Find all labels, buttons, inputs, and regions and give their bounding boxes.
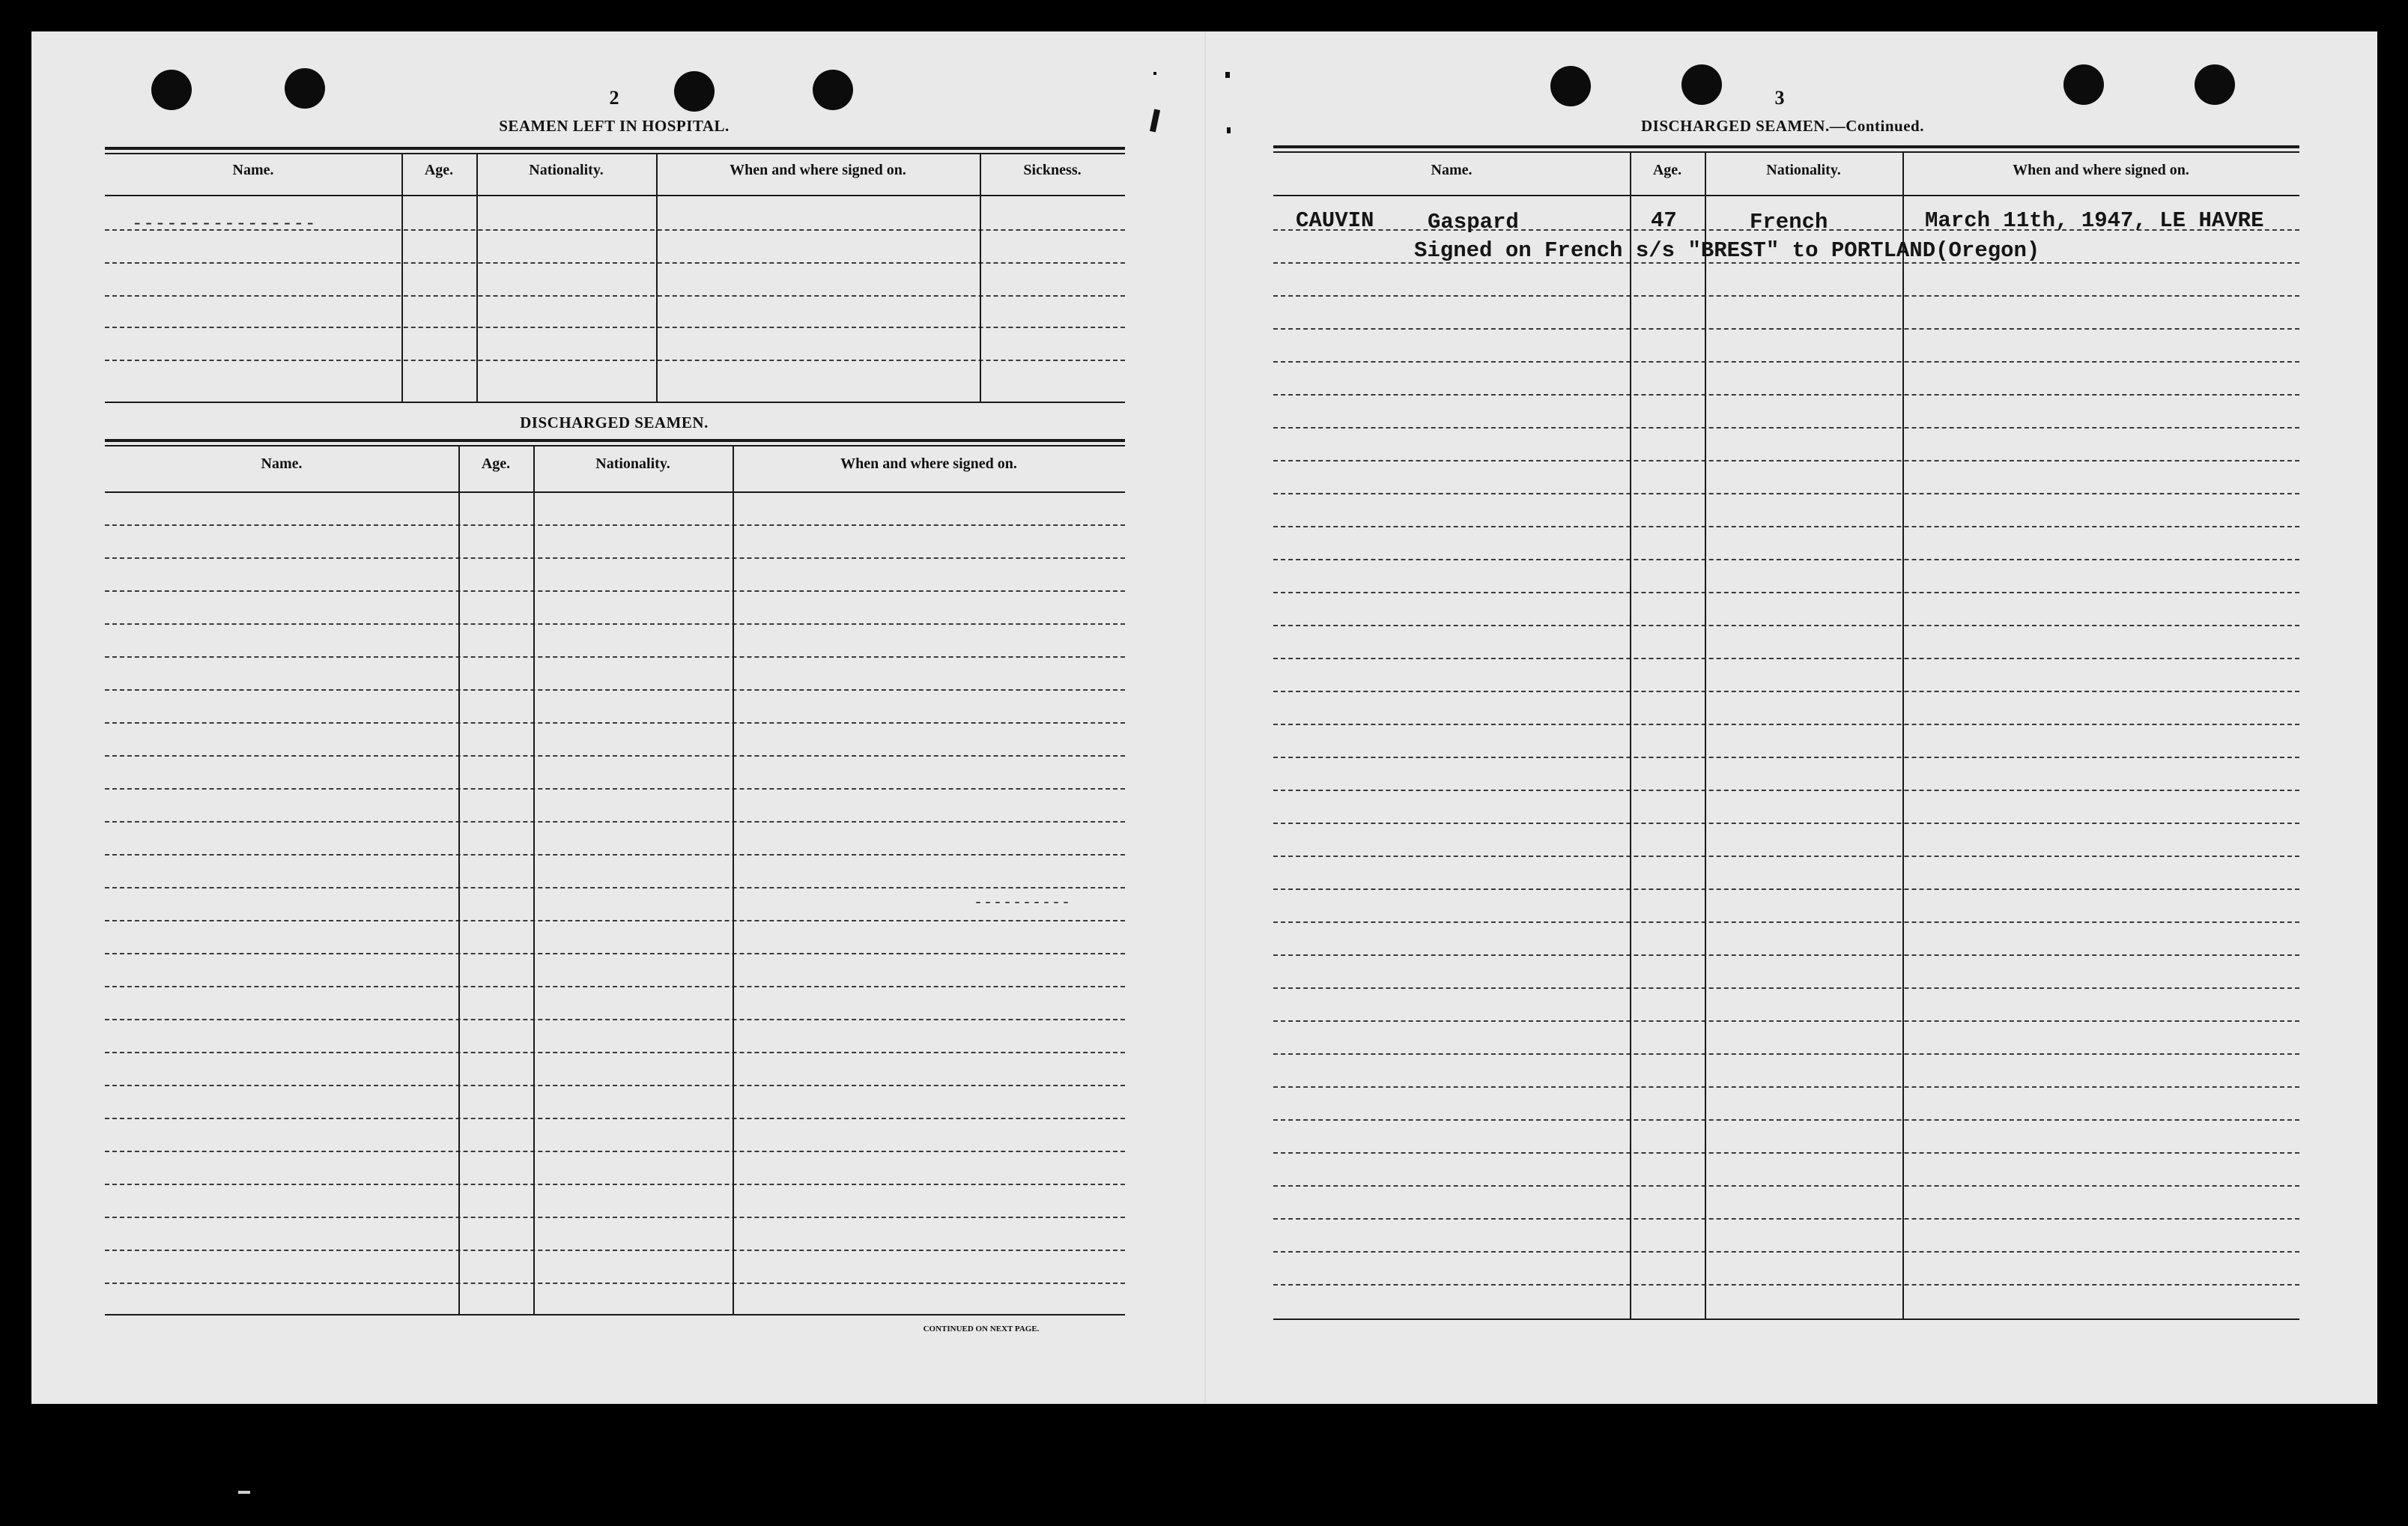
col-header-age: Age. <box>1652 162 1682 178</box>
col-header-sickness: Sickness. <box>1023 162 1082 178</box>
dash-mark: ---------- <box>974 894 1072 912</box>
col-header-signed-on: When and where signed on. <box>2013 162 2189 178</box>
col-header-signed-on: When and where signed on. <box>730 162 906 178</box>
seaman-note: Signed on French s/s "BREST" to PORTLAND(Oregon) <box>1414 238 2040 263</box>
hospital-section-title: SEAMEN LEFT IN HOSPITAL. <box>499 117 730 135</box>
discharged-table-right <box>1273 145 2299 1321</box>
col-header-name: Name. <box>1431 162 1473 178</box>
discharged-table-left <box>105 439 1125 1320</box>
seaman-nationality: French <box>1750 210 1828 234</box>
col-header-nationality: Nationality. <box>529 162 604 178</box>
col-header-age: Age. <box>481 455 511 472</box>
seaman-surname: CAUVIN <box>1296 208 1374 233</box>
col-header-age: Age. <box>424 162 454 178</box>
discharged-continued-title: DISCHARGED SEAMEN.—Continued. <box>1641 117 1924 135</box>
ink-mark <box>1227 127 1231 133</box>
hospital-table <box>105 147 1125 405</box>
page-number: 3 <box>1774 87 1785 109</box>
seaman-signed-on: March 11th, 1947, LE HAVRE <box>1925 208 2264 233</box>
continued-note: CONTINUED ON NEXT PAGE. <box>923 1324 1040 1333</box>
hospital-entry-cancelled: ---------------- <box>132 214 317 234</box>
scan-artifact <box>238 1491 250 1494</box>
punch-hole <box>2195 64 2235 105</box>
punch-hole <box>813 70 853 110</box>
page-number: 2 <box>609 87 619 109</box>
punch-hole <box>151 70 192 110</box>
seaman-age: 47 <box>1651 208 1677 233</box>
punch-hole <box>1681 64 1722 105</box>
col-header-nationality: Nationality. <box>1766 162 1841 178</box>
discharged-section-title: DISCHARGED SEAMEN. <box>520 414 709 432</box>
seaman-given-name: Gaspard <box>1428 210 1519 234</box>
punch-hole <box>2063 64 2104 105</box>
punch-hole <box>285 68 325 109</box>
ink-mark <box>1225 72 1230 78</box>
col-header-nationality: Nationality. <box>595 455 670 472</box>
punch-hole <box>1550 66 1591 106</box>
col-header-name: Name. <box>232 162 274 178</box>
col-header-signed-on: When and where signed on. <box>840 455 1017 472</box>
ink-mark <box>1153 72 1156 75</box>
col-header-name: Name. <box>261 455 303 472</box>
punch-hole <box>674 71 715 112</box>
